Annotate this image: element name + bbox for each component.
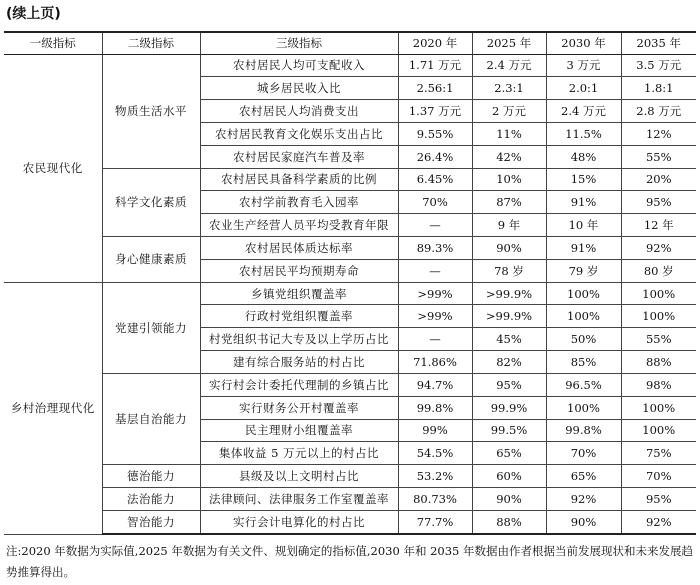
header-level2: 二级指标 (102, 32, 200, 54)
table-body (4, 54, 696, 534)
value-cell: 65% (546, 465, 621, 488)
value-cell: 95% (621, 191, 696, 214)
value-cell: 88% (621, 351, 696, 374)
value-cell: 79 岁 (546, 259, 621, 282)
indicator-cell: 乡镇党组织覆盖率 (200, 282, 398, 305)
value-cell: 71.86% (398, 351, 472, 374)
indicator-cell: 农村居民家庭汽车普及率 (200, 145, 398, 168)
value-cell: 42% (472, 145, 546, 168)
indicator-cell: 农村居民人均消费支出 (200, 100, 398, 123)
value-cell: 85% (546, 351, 621, 374)
value-cell: 78 岁 (472, 259, 546, 282)
value-cell: 88% (472, 510, 546, 534)
value-cell: 9.55% (398, 122, 472, 145)
level2-cell: 法治能力 (102, 487, 200, 510)
header-level3: 三级指标 (200, 32, 398, 54)
table-row (4, 487, 696, 510)
indicator-table (4, 31, 696, 535)
indicator-cell: 农村居民人均可支配收入 (200, 54, 398, 77)
value-cell: 53.2% (398, 465, 472, 488)
value-cell: 94.7% (398, 373, 472, 396)
level1-cell: 乡村治理现代化 (4, 282, 102, 534)
value-cell: >99.9% (472, 305, 546, 328)
value-cell: 2.56:1 (398, 77, 472, 100)
value-cell: 2 万元 (472, 100, 546, 123)
value-cell: 92% (621, 510, 696, 534)
value-cell: 1.37 万元 (398, 100, 472, 123)
value-cell: 3.5 万元 (621, 54, 696, 77)
value-cell: 11% (472, 122, 546, 145)
table-row (4, 168, 696, 191)
level1-cell: 农民现代化 (4, 54, 102, 282)
value-cell: 99.5% (472, 419, 546, 442)
table-row (4, 54, 696, 77)
value-cell: 99.8% (398, 396, 472, 419)
table-row (4, 510, 696, 534)
indicator-cell: 实行财务公开村覆盖率 (200, 396, 398, 419)
value-cell: 90% (546, 510, 621, 534)
indicator-cell: 实行村会计委托代理制的乡镇占比 (200, 373, 398, 396)
indicator-cell: 行政村党组织覆盖率 (200, 305, 398, 328)
indicator-cell: 农业生产经营人员平均受教育年限 (200, 214, 398, 237)
value-cell: 100% (621, 282, 696, 305)
value-cell: 99.8% (546, 419, 621, 442)
table-row (4, 373, 696, 396)
value-cell: 99% (398, 419, 472, 442)
table-row (4, 465, 696, 488)
value-cell: 15% (546, 168, 621, 191)
indicator-cell: 民主理财小组覆盖率 (200, 419, 398, 442)
indicator-cell: 村党组织书记大专及以上学历占比 (200, 328, 398, 351)
footnote: 注:2020 年数据为实际值,2025 年数据为有关文件、规划确定的指标值,2030 年和 2035 年数据由作者根据当前发展现状和未来发展趋势推算得出。 (6, 544, 694, 579)
indicator-cell: 农村居民平均预期寿命 (200, 259, 398, 282)
value-cell: 96.5% (546, 373, 621, 396)
value-cell: 98% (621, 373, 696, 396)
value-cell: 91% (546, 237, 621, 260)
value-cell: 77.7% (398, 510, 472, 534)
value-cell: — (398, 259, 472, 282)
table-row (4, 282, 696, 305)
value-cell: 54.5% (398, 442, 472, 465)
value-cell: >99% (398, 282, 472, 305)
value-cell: 100% (621, 396, 696, 419)
value-cell: 92% (546, 487, 621, 510)
level2-cell: 智治能力 (102, 510, 200, 534)
header-level1: 一级指标 (4, 32, 102, 54)
value-cell: 2.8 万元 (621, 100, 696, 123)
indicator-cell: 法律顾问、法律服务工作室覆盖率 (200, 487, 398, 510)
value-cell: 100% (546, 282, 621, 305)
value-cell: 20% (621, 168, 696, 191)
value-cell: 100% (546, 305, 621, 328)
value-cell: 70% (621, 465, 696, 488)
value-cell: 100% (621, 305, 696, 328)
indicator-cell: 农村居民体质达标率 (200, 237, 398, 260)
value-cell: 9 年 (472, 214, 546, 237)
value-cell: 12 年 (621, 214, 696, 237)
value-cell: 95% (472, 373, 546, 396)
value-cell: 70% (546, 442, 621, 465)
value-cell: — (398, 214, 472, 237)
level2-cell: 基层自治能力 (102, 373, 200, 464)
indicator-cell: 农村居民具备科学素质的比例 (200, 168, 398, 191)
header-2020: 2020 年 (398, 32, 472, 54)
value-cell: 60% (472, 465, 546, 488)
table-row (4, 237, 696, 260)
value-cell: 2.3:1 (472, 77, 546, 100)
indicator-cell: 农村学前教育毛入园率 (200, 191, 398, 214)
value-cell: 55% (621, 328, 696, 351)
header-row (4, 32, 696, 54)
value-cell: 75% (621, 442, 696, 465)
value-cell: 6.45% (398, 168, 472, 191)
value-cell: 99.9% (472, 396, 546, 419)
value-cell: 91% (546, 191, 621, 214)
value-cell: >99.9% (472, 282, 546, 305)
level2-cell: 德治能力 (102, 465, 200, 488)
value-cell: 95% (621, 487, 696, 510)
header-2025: 2025 年 (472, 32, 546, 54)
value-cell: 90% (472, 487, 546, 510)
value-cell: 50% (546, 328, 621, 351)
value-cell: 89.3% (398, 237, 472, 260)
value-cell: — (398, 328, 472, 351)
value-cell: 1.8:1 (621, 77, 696, 100)
value-cell: 2.0:1 (546, 77, 621, 100)
header-2035: 2035 年 (621, 32, 696, 54)
value-cell: 55% (621, 145, 696, 168)
value-cell: 87% (472, 191, 546, 214)
value-cell: 48% (546, 145, 621, 168)
value-cell: 45% (472, 328, 546, 351)
indicator-cell: 集体收益 5 万元以上的村占比 (200, 442, 398, 465)
level2-cell: 物质生活水平 (102, 54, 200, 168)
value-cell: 92% (621, 237, 696, 260)
value-cell: 80 岁 (621, 259, 696, 282)
level2-cell: 科学文化素质 (102, 168, 200, 236)
value-cell: 2.4 万元 (546, 100, 621, 123)
value-cell: 26.4% (398, 145, 472, 168)
value-cell: 2.4 万元 (472, 54, 546, 77)
indicator-cell: 县级及以上文明村占比 (200, 465, 398, 488)
value-cell: 1.71 万元 (398, 54, 472, 77)
level2-cell: 身心健康素质 (102, 237, 200, 283)
value-cell: 65% (472, 442, 546, 465)
level2-cell: 党建引领能力 (102, 282, 200, 373)
value-cell: 10 年 (546, 214, 621, 237)
value-cell: 11.5% (546, 122, 621, 145)
indicator-cell: 实行会计电算化的村占比 (200, 510, 398, 534)
indicator-cell: 农村居民教育文化娱乐支出占比 (200, 122, 398, 145)
value-cell: 100% (546, 396, 621, 419)
indicator-cell: 建有综合服务站的村占比 (200, 351, 398, 374)
value-cell: 100% (621, 419, 696, 442)
indicator-cell: 城乡居民收入比 (200, 77, 398, 100)
value-cell: >99% (398, 305, 472, 328)
continued-label: (续上页) (6, 6, 61, 22)
value-cell: 82% (472, 351, 546, 374)
value-cell: 80.73% (398, 487, 472, 510)
value-cell: 90% (472, 237, 546, 260)
value-cell: 12% (621, 122, 696, 145)
header-2030: 2030 年 (546, 32, 621, 54)
value-cell: 70% (398, 191, 472, 214)
value-cell: 10% (472, 168, 546, 191)
value-cell: 3 万元 (546, 54, 621, 77)
